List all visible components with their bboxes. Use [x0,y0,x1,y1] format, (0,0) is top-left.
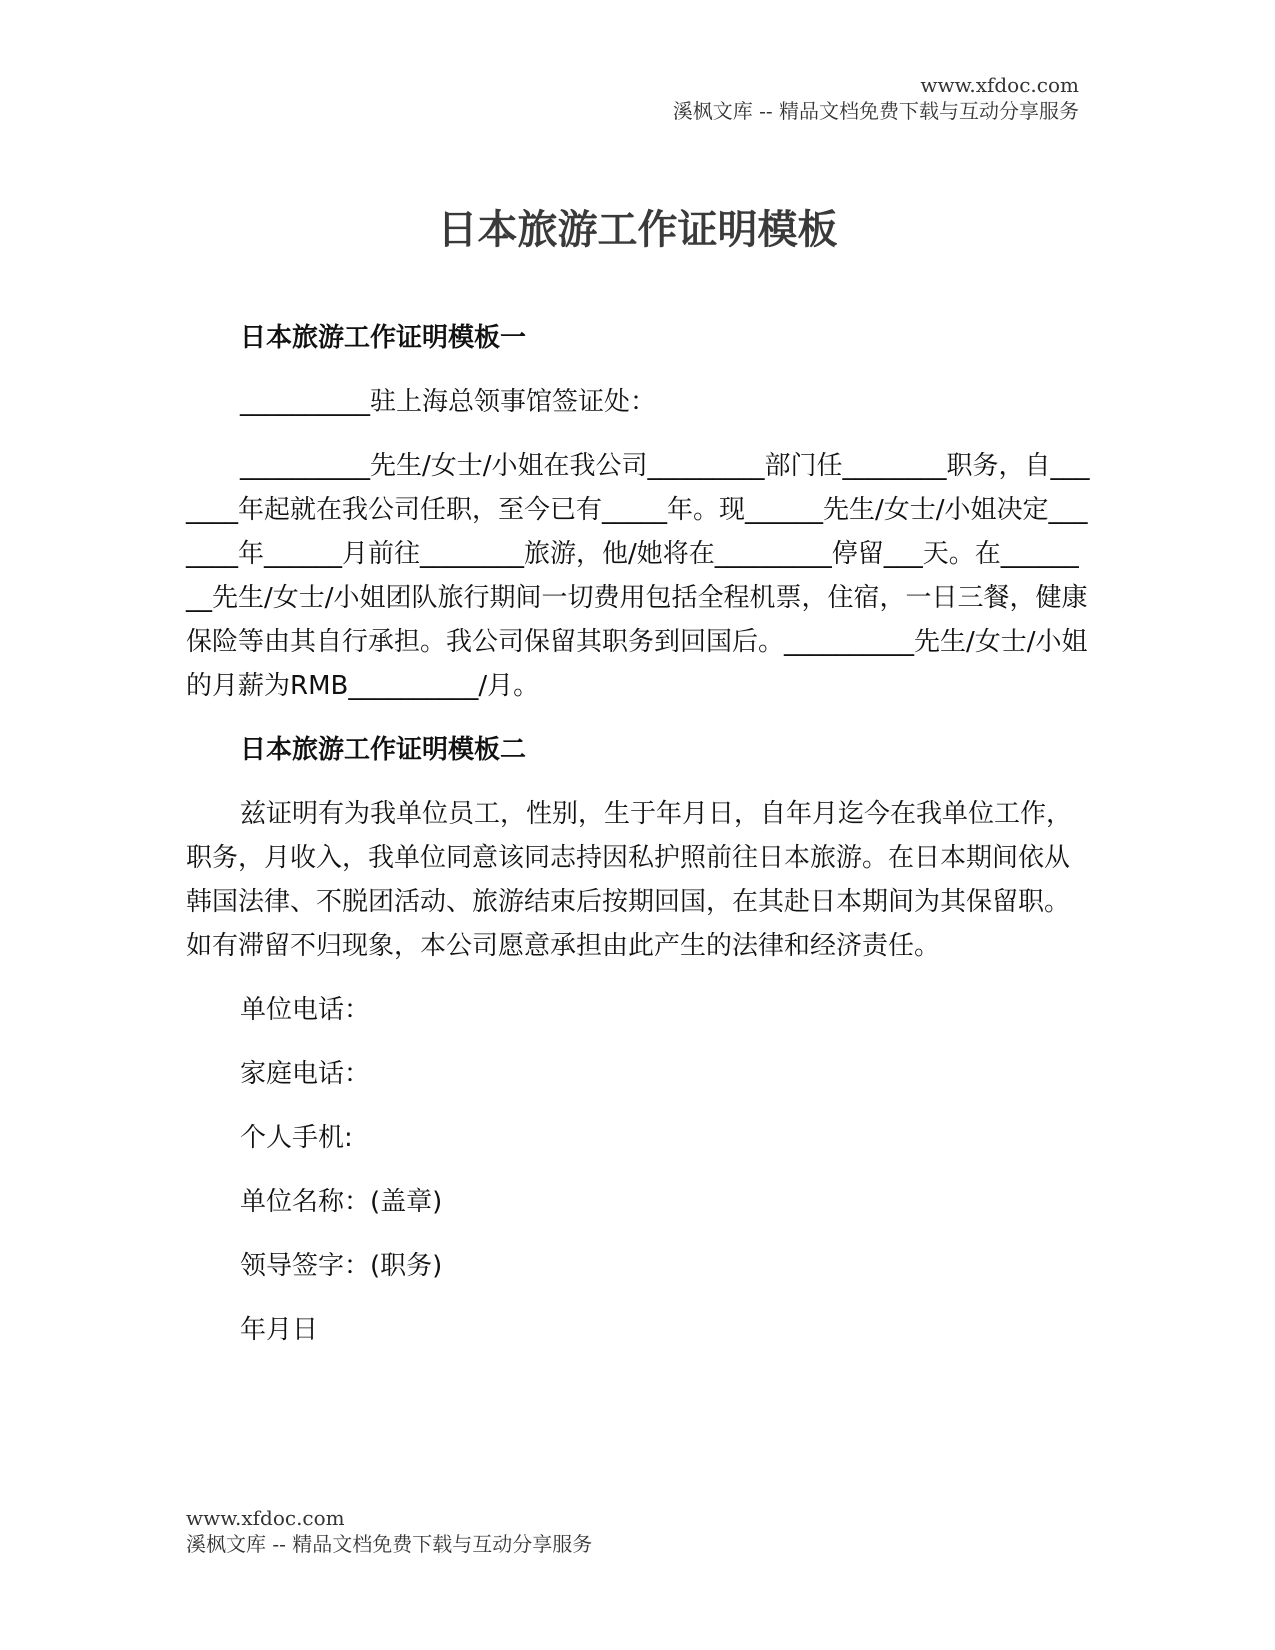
document-body [186,316,1091,1372]
section2-body: 兹证明有为我单位员工，性别，生于年月日，自年月迄今在我单位工作，职务，月收入，我单位同意该同志持因私护照前往日本旅游。在日本期间依从韩国法律、不脱团活动、旅游结束后按期回国，在其赴日本期间为其保留职。如有滞留不归现象，本公司愿意承担由此产生的法律和经济责任。 [186,799,1073,961]
section1-body: __________先生/女士/小姐在我公司_________部门任________职务，自_______年起就在我公司任职，至今已有_____年。现______先生/女士/小姐决定_______年______月前往________旅游，他/她将在_________停留___天。在________先生/女士/小姐团队旅行期间一切费用包括全程机票，住宿，一日三餐，健康保险等由其自行承担。我公司保留其职务到回国后。__________先生/女士/小姐的月薪为RMB__________/月。 [186,451,1090,701]
document-title: 日本旅游工作证明模板 [437,207,838,253]
field-leader-sign: 领导签字：(职务) [240,1251,443,1281]
section1-heading: 日本旅游工作证明模板一 [240,323,527,353]
header-site-url[interactable]: www.xfdoc.com [920,73,1079,97]
field-unit-phone: 单位电话： [240,995,371,1025]
header-tagline: 溪枫文库 -- 精品文档免费下载与互动分享服务 [672,99,1079,123]
section2-heading: 日本旅游工作证明模板二 [240,735,527,765]
field-mobile: 个人手机: [240,1123,353,1153]
page-footer [186,1505,592,1557]
field-unit-name: 单位名称：(盖章) [240,1187,443,1217]
footer-tagline: 溪枫文库 -- 精品文档免费下载与互动分享服务 [186,1532,593,1556]
field-home-phone: 家庭电话： [240,1059,371,1089]
footer-site-url[interactable]: www.xfdoc.com [186,1506,345,1530]
field-date: 年月日 [240,1315,319,1345]
page-header [673,72,1079,124]
section1-address: __________驻上海总领事馆签证处： [240,387,657,417]
